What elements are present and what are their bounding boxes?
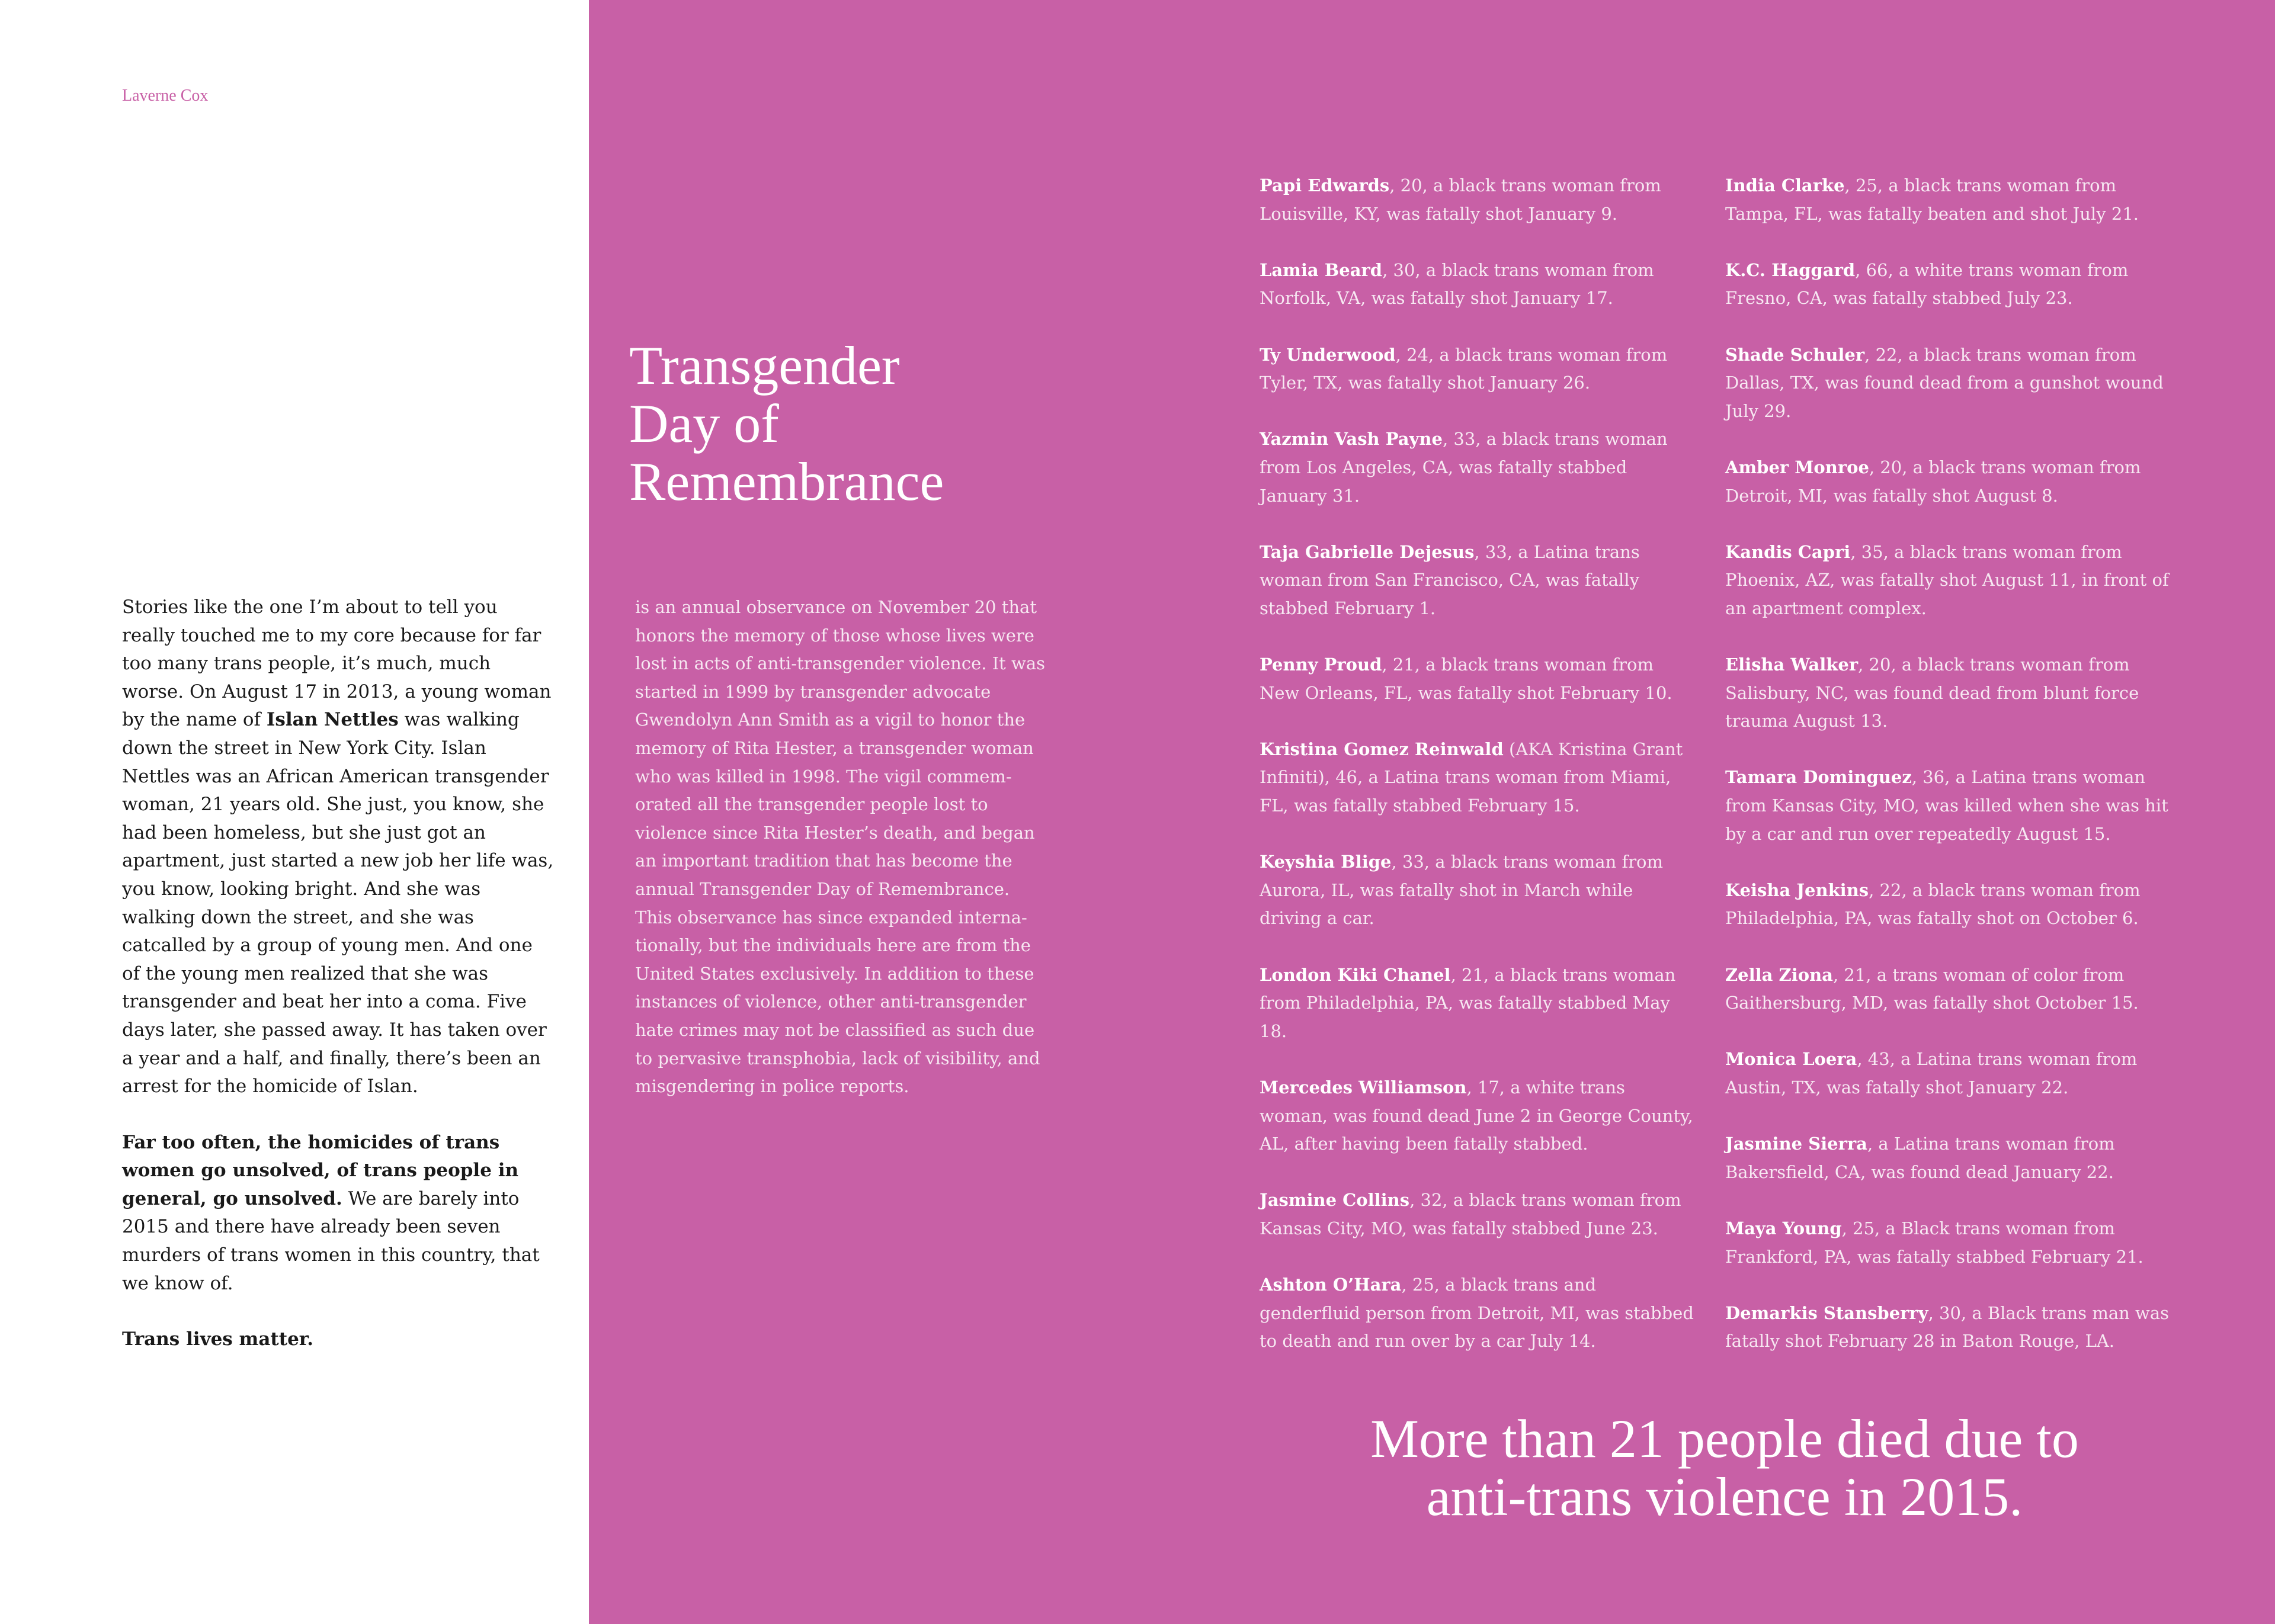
victim-name: London Kiki Chanel: [1260, 964, 1451, 985]
victim-name: Kristina Gomez Reinwald: [1260, 739, 1504, 759]
victim-details: , 21, a black trans woman from New Orleans, FL, was fatally shot February 10.: [1260, 654, 1672, 703]
callout-line-2: anti-trans violence in 2015.: [1426, 1466, 2023, 1527]
victim-name: Penny Proud: [1260, 654, 1382, 675]
victim-entry: [1725, 1299, 2175, 1356]
left-page: [0, 0, 589, 1624]
victim-entry: [1260, 1186, 1698, 1243]
victim-name: Jasmine Collins: [1260, 1190, 1410, 1211]
story-p2-bold: Far too often, the homicides of trans women go unsolved, of trans people in general, go unsolved.: [122, 1131, 519, 1209]
victim-details: , 33, a black trans woman from Aurora, IL, was fatally shot in March while driving a car.: [1260, 852, 1664, 929]
victim-details: , 33, a Latina trans woman from San Francisco, CA, was fatally stabbed February 1.: [1260, 541, 1640, 618]
story-text: [122, 593, 555, 1382]
story-paragraph-1: [122, 593, 555, 1101]
victim-details: , 33, a black trans woman from Los Angeles, CA, was fatally stabbed January 31.: [1260, 429, 1668, 506]
victim-name: Taja Gabrielle Dejesus: [1260, 541, 1475, 562]
title-line-3: Remembrance: [629, 451, 944, 512]
victim-name: Mercedes Williamson: [1260, 1077, 1467, 1097]
victim-entry: [1725, 1215, 2175, 1271]
victim-details: , 30, a black trans woman from Norfolk, VA, was fatally shot January 17.: [1260, 259, 1654, 309]
victim-entry: [1725, 538, 2175, 623]
tdor-description: is an annual observance on November 20 that honors the memory of those whose lives were lost in acts of anti-transgender violence. It was started in 1999 by transgender advocate Gwendolyn Ann Smith as a vigil to honor the memory of Rita Hester, a transgender woman who was killed in 1998. The vigil commem-orated all the transgender people lost to violence since Rita Hester’s death, and began an important tradition that has become the annual Transgender Day of Remembrance. This observance has since expanded interna-tionally, but the individuals here are from the United States exclusively. In addition to these instances of violence, other anti-transgender hate crimes may not be classified as such due to pervasive transphobia, lack of visibility, and misgendering in police reports.: [635, 597, 1046, 1097]
victim-details: , 21, a black trans woman from Philadelphia, PA, was fatally stabbed May 18.: [1260, 964, 1676, 1041]
victim-name: Zella Ziona: [1725, 964, 1833, 985]
victim-entry: [1725, 341, 2175, 426]
victim-name: Shade Schuler: [1725, 344, 1865, 365]
victim-entry: [1725, 172, 2175, 228]
victim-entry: [1725, 1045, 2175, 1102]
victim-entry: [1260, 425, 1698, 510]
story-p2-rest: We are barely into 2015 and there have already been seven murders of trans women in this country, that we know of.: [122, 1187, 540, 1294]
victims-column-2: [1725, 172, 2175, 1384]
victim-details: , 66, a white trans woman from Fresno, CA, was fatally stabbed July 23.: [1725, 259, 2129, 309]
story-p1-start: Stories like the one I’m about to tell you really touched me to my core because for far too many trans people, it’s much, much worse. On August 17 in 2013, a young woman by the name of: [122, 596, 552, 731]
victim-name: Keisha Jenkins: [1725, 880, 1869, 900]
victim-name: Kandis Capri: [1725, 541, 1851, 562]
victim-details: , 22, a black trans woman from Philadelphia, PA, was fatally shot on October 6.: [1725, 880, 2141, 929]
victim-name: Keyshia Blige: [1260, 852, 1392, 872]
story-paragraph-2: [122, 1129, 555, 1298]
victim-entry: [1260, 651, 1698, 707]
victim-entry: [1260, 848, 1698, 933]
victim-entry: [1260, 341, 1698, 397]
story-paragraph-3: [122, 1325, 555, 1354]
title-line-1: Transgender: [629, 335, 900, 396]
victim-entry: [1260, 172, 1698, 228]
victim-entry: [1725, 651, 2175, 736]
victim-entry: [1260, 538, 1698, 623]
callout-statement: [1260, 1410, 2190, 1526]
victims-column-1: [1260, 172, 1698, 1384]
victim-entry: [1260, 736, 1698, 820]
victim-name: Monica Loera: [1725, 1049, 1857, 1070]
trans-lives-matter: Trans lives matter.: [122, 1328, 314, 1350]
victim-name: Jasmine Sierra: [1725, 1134, 1867, 1154]
victim-details: , 25, a black trans and genderfluid person from Detroit, MI, was stabbed to death and run over by a car July 14.: [1260, 1275, 1694, 1352]
victim-name: Ty Underwood: [1260, 344, 1396, 365]
victim-name: Ashton O’Hara: [1260, 1275, 1402, 1295]
victim-name: Lamia Beard: [1260, 259, 1383, 280]
author-name: Laverne Cox: [122, 86, 209, 105]
victim-name: K.C. Haggard: [1725, 259, 1856, 280]
victim-details: , 20, a black trans woman from Louisville, KY, was fatally shot January 9.: [1260, 175, 1661, 224]
islan-nettles-name: Islan Nettles: [266, 709, 399, 731]
victim-details: , 17, a white trans woman, was found dead June 2 in George County, AL, after having been fatally stabbed.: [1260, 1077, 1693, 1154]
victim-details: , 25, a Black trans woman from Frankford, PA, was fatally stabbed February 21.: [1725, 1218, 2143, 1267]
victim-entry: [1725, 877, 2175, 933]
victim-details: , 20, a black trans woman from Detroit, MI, was fatally shot August 8.: [1725, 457, 2141, 506]
victim-details: , 25, a black trans woman from Tampa, FL, was fatally beaten and shot July 21.: [1725, 175, 2139, 224]
victim-entry: [1725, 961, 2175, 1018]
victim-name: India Clarke: [1725, 175, 1845, 195]
victim-entry: [1260, 1074, 1698, 1158]
victim-name: Yazmin Vash Payne: [1260, 429, 1443, 450]
page-title: [629, 336, 1044, 511]
victim-details: , 24, a black trans woman from Tyler, TX, was fatally shot January 26.: [1260, 344, 1668, 393]
victim-details: , 22, a black trans woman from Dallas, TX, was found dead from a gunshot wound July 29.: [1725, 344, 2164, 421]
victim-entry: [1725, 454, 2175, 510]
victim-name: Amber Monroe: [1725, 457, 1869, 477]
victim-name: Elisha Walker: [1725, 654, 1859, 675]
victim-name: Maya Young: [1725, 1218, 1842, 1238]
victim-name: Tamara Dominguez: [1725, 767, 1912, 788]
story-p1-end: was walking down the street in New York City. Islan Nettles was an African American transgender woman, 21 years old. She just, you know, she had been homeless, but she just got an apartment, just started a new job her life was, you know, looking bright. And she was walking down the street, and she was catcalled by a group of young men. And one of the young men realized that she was transgender and beat her into a coma. Five days later, she passed away. It has taken over a year and a half, and finally, there’s been an arrest for the homicide of Islan.: [122, 709, 554, 1097]
victim-entry: [1725, 1130, 2175, 1186]
victim-details: , 30, a Black trans man was fatally shot February 28 in Baton Rouge, LA.: [1725, 1302, 2170, 1352]
victim-entry: [1725, 256, 2175, 313]
victim-details: (AKA Kristina Grant Infiniti), 46, a Latina trans woman from Miami, FL, was fatally stabbed February 15.: [1260, 739, 1683, 816]
victim-entry: [1725, 763, 2175, 848]
victim-details: , 21, a trans woman of color from Gaithersburg, MD, was fatally shot October 15.: [1725, 964, 2139, 1013]
victim-entry: [1260, 961, 1698, 1046]
victim-details: , a Latina trans woman from Bakersfield, CA, was found dead January 22.: [1725, 1134, 2115, 1182]
victim-details: , 32, a black trans woman from Kansas City, MO, was fatally stabbed June 23.: [1260, 1190, 1681, 1238]
victim-details: , 20, a black trans woman from Salisbury, NC, was found dead from blunt force trauma August 13.: [1725, 654, 2139, 731]
victim-name: Demarkis Stansberry: [1725, 1302, 1928, 1323]
victim-entry: [1260, 256, 1698, 313]
victim-entry: [1260, 1271, 1698, 1356]
victim-details: , 43, a Latina trans woman from Austin, TX, was fatally shot January 22.: [1725, 1049, 2138, 1097]
victim-details: , 35, a black trans woman from Phoenix, AZ, was fatally shot August 11, in front of an apartment complex.: [1725, 541, 2169, 618]
title-line-2: Day of: [629, 393, 779, 454]
victim-details: , 36, a Latina trans woman from Kansas City, MO, was killed when she was hit by a car and run over repeatedly August 15.: [1725, 767, 2168, 844]
victim-name: Papi Edwards: [1260, 175, 1390, 195]
callout-line-1: More than 21 people died due to: [1370, 1408, 2079, 1469]
